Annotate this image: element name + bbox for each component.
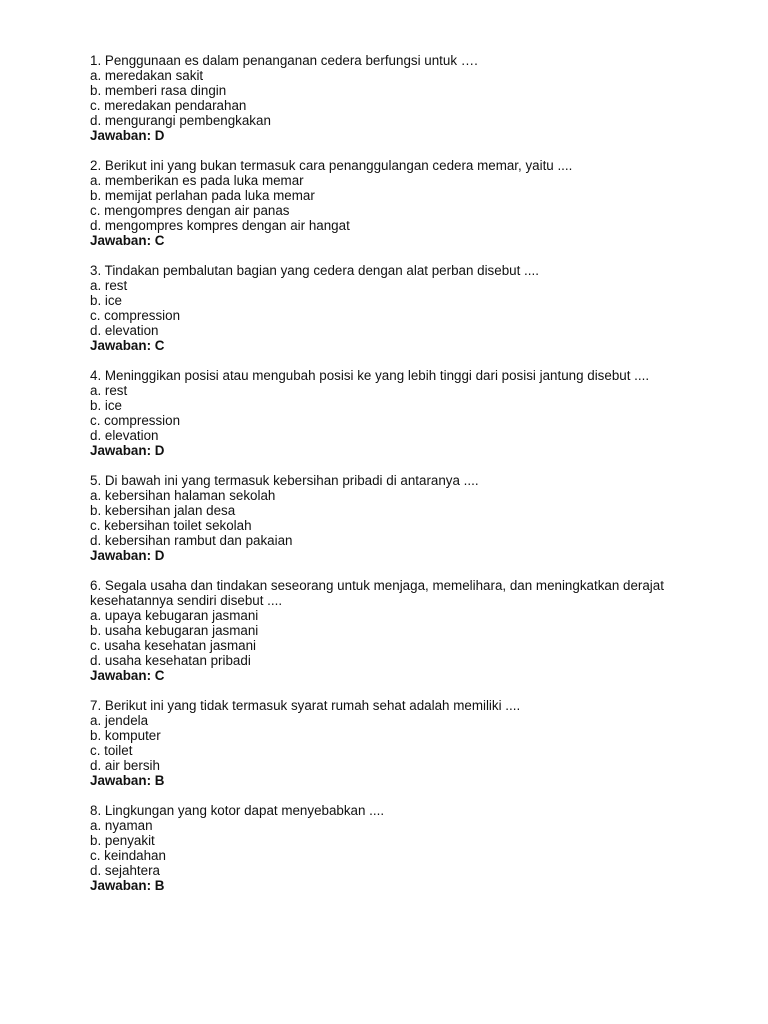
answer-key: Jawaban: D	[90, 443, 165, 458]
option-b: b. ice	[90, 293, 123, 308]
option-d: d. kebersihan rambut dan pakaian	[90, 533, 293, 548]
option-c: c. toilet	[90, 743, 133, 758]
question-item	[90, 803, 730, 893]
option-d: d. usaha kesehatan pribadi	[90, 653, 251, 668]
question-stem: 1. Penggunaan es dalam penanganan cedera berfungsi untuk ….	[90, 53, 478, 68]
question-item	[90, 158, 730, 248]
question-stem: 8. Lingkungan yang kotor dapat menyebabkan ....	[90, 803, 385, 818]
question-stem: 7. Berikut ini yang tidak termasuk syarat rumah sehat adalah memiliki ....	[90, 698, 521, 713]
option-c: c. meredakan pendarahan	[90, 98, 247, 113]
option-c: c. compression	[90, 413, 181, 428]
question-item	[90, 368, 730, 458]
option-b: b. memijat perlahan pada luka memar	[90, 188, 315, 203]
option-a: a. jendela	[90, 713, 149, 728]
option-a: a. nyaman	[90, 818, 153, 833]
answer-key: Jawaban: D	[90, 128, 165, 143]
question-stem: 4. Meninggikan posisi atau mengubah posisi ke yang lebih tinggi dari posisi jantung disebut ....	[90, 368, 650, 383]
option-b: b. penyakit	[90, 833, 155, 848]
option-a: a. rest	[90, 383, 128, 398]
answer-key: Jawaban: C	[90, 338, 165, 353]
option-c: c. usaha kesehatan jasmani	[90, 638, 256, 653]
option-a: a. kebersihan halaman sekolah	[90, 488, 276, 503]
question-item	[90, 53, 730, 143]
option-a: a. rest	[90, 278, 128, 293]
question-item	[90, 698, 730, 788]
answer-key: Jawaban: D	[90, 548, 165, 563]
question-item	[90, 578, 730, 683]
option-d: d. elevation	[90, 323, 159, 338]
question-stem: 6. Segala usaha dan tindakan seseorang untuk menjaga, memelihara, dan meningkatkan derajat kesehatannya sendiri disebut ....	[90, 578, 664, 608]
option-b: b. memberi rasa dingin	[90, 83, 227, 98]
answer-key: Jawaban: B	[90, 773, 165, 788]
question-item	[90, 473, 730, 563]
option-c: c. kebersihan toilet sekolah	[90, 518, 252, 533]
option-b: b. ice	[90, 398, 123, 413]
option-d: d. air bersih	[90, 758, 160, 773]
question-stem: 5. Di bawah ini yang termasuk kebersihan pribadi di antaranya ....	[90, 473, 479, 488]
question-stem: 3. Tindakan pembalutan bagian yang cedera dengan alat perban disebut ....	[90, 263, 539, 278]
answer-key: Jawaban: B	[90, 878, 165, 893]
option-d: d. sejahtera	[90, 863, 160, 878]
answer-key: Jawaban: C	[90, 233, 165, 248]
option-a: a. memberikan es pada luka memar	[90, 173, 304, 188]
question-item	[90, 263, 730, 353]
question-stem: 2. Berikut ini yang bukan termasuk cara penanggulangan cedera memar, yaitu ....	[90, 158, 573, 173]
option-a: a. upaya kebugaran jasmani	[90, 608, 259, 623]
option-d: d. mengompres kompres dengan air hangat	[90, 218, 350, 233]
option-c: c. mengompres dengan air panas	[90, 203, 290, 218]
answer-key: Jawaban: C	[90, 668, 165, 683]
option-d: d. mengurangi pembengkakan	[90, 113, 271, 128]
option-b: b. kebersihan jalan desa	[90, 503, 236, 518]
option-b: b. usaha kebugaran jasmani	[90, 623, 259, 638]
option-a: a. meredakan sakit	[90, 68, 204, 83]
question-list	[90, 53, 730, 908]
option-b: b. komputer	[90, 728, 161, 743]
option-d: d. elevation	[90, 428, 159, 443]
option-c: c. keindahan	[90, 848, 166, 863]
option-c: c. compression	[90, 308, 181, 323]
